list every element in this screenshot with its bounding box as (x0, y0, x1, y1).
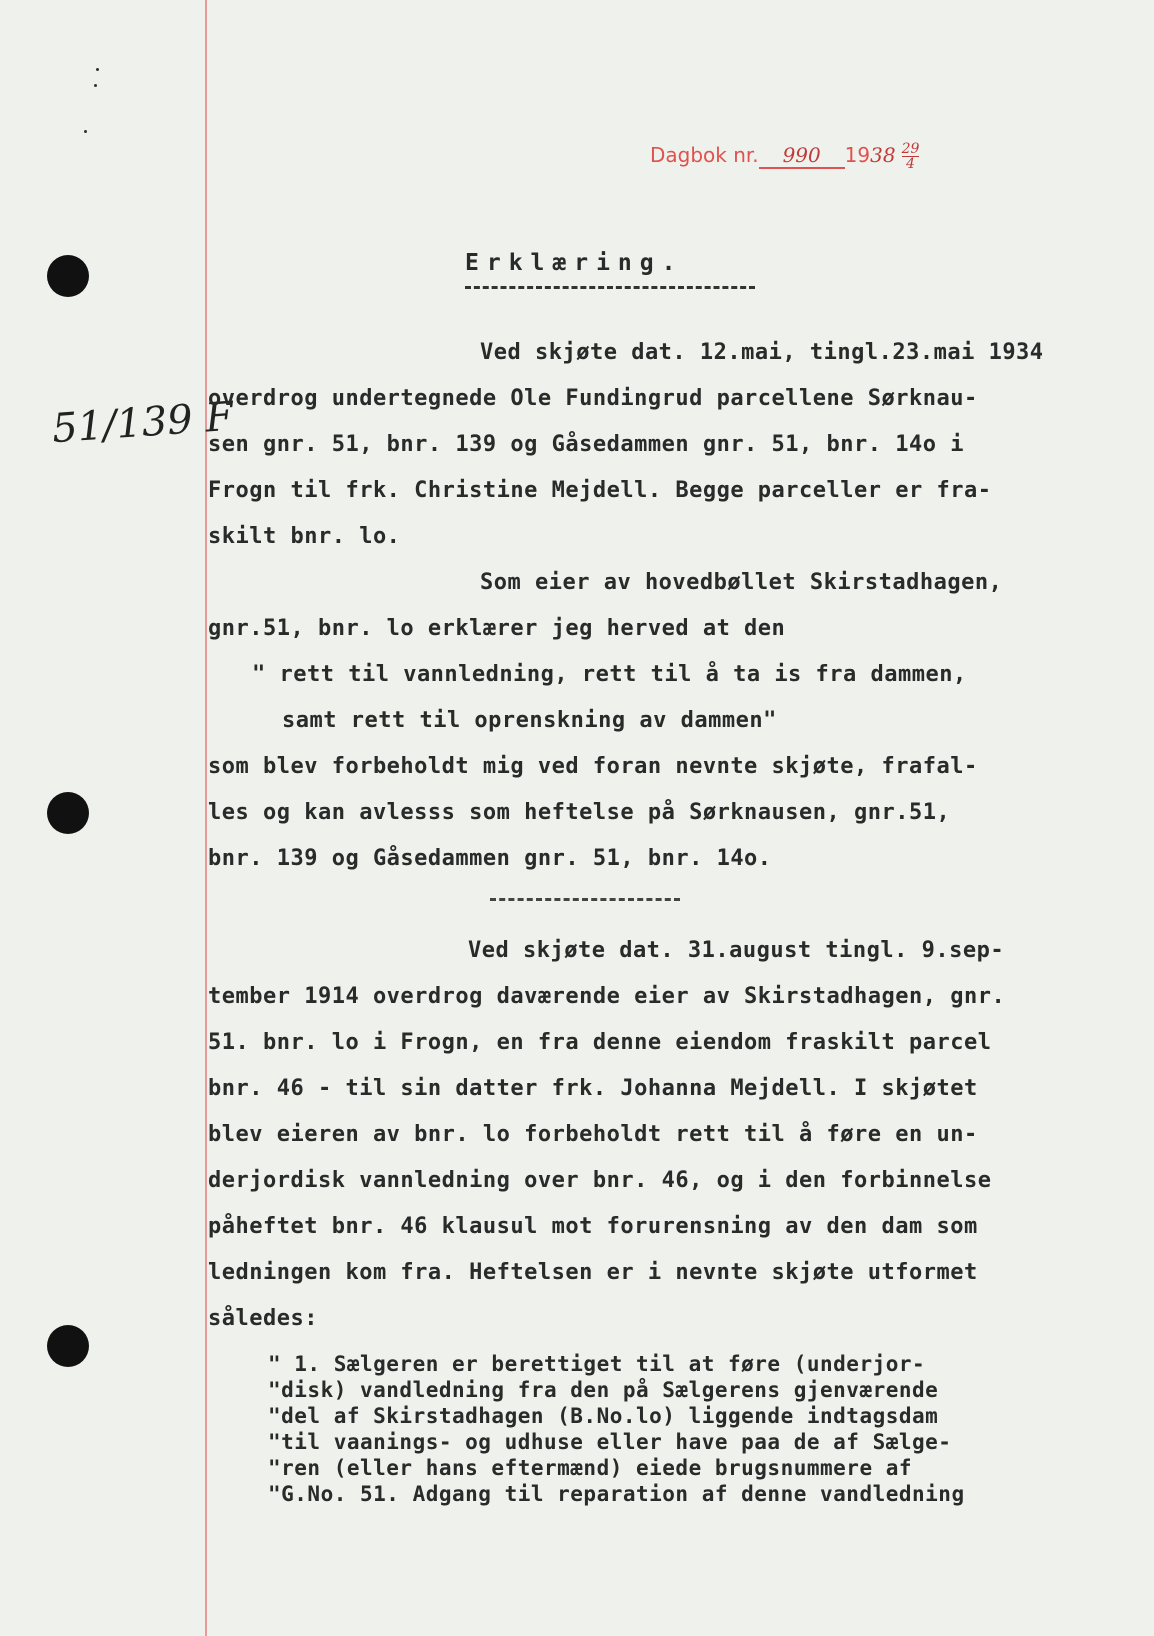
quoted-line: "ren (eller hans eftermænd) eiede brugsnummere af (268, 1456, 913, 1480)
document-title: Erklæring. (465, 250, 684, 276)
stamp-year-prefix: 19 (844, 143, 871, 167)
text-line: gnr.51, bnr. lo erklærer jeg herved at den (208, 616, 786, 641)
stamp-date-month: 4 (906, 156, 915, 172)
dagbok-stamp (650, 142, 919, 171)
speck (94, 84, 97, 87)
stamp-prefix: Dagbok nr. (650, 143, 759, 167)
quoted-line: "del af Skirstadhagen (B.No.lo) liggende indtagsdam (268, 1404, 939, 1428)
text-line: Ved skjøte dat. 31.august tingl. 9.sep- (468, 938, 1005, 963)
text-line: Ved skjøte dat. 12.mai, tingl.23.mai 1934 (480, 340, 1044, 365)
text-line: Frogn til frk. Christine Mejdell. Begge parceller er fra- (208, 478, 992, 503)
quoted-line: "disk) vandledning fra den på Sælgerens gjenværende (268, 1378, 939, 1402)
text-line: således: (208, 1306, 318, 1331)
punch-hole (47, 1325, 89, 1367)
stamp-date (902, 142, 920, 171)
title-underline (465, 286, 755, 289)
text-line: skilt bnr. lo. (208, 524, 401, 549)
text-line: " rett til vannledning, rett til å ta is fra dammen, (252, 662, 967, 687)
text-line: bnr. 139 og Gåsedammen gnr. 51, bnr. 14o. (208, 846, 772, 871)
punch-hole (47, 792, 89, 834)
stamp-number: 990 (759, 143, 845, 169)
text-line: ledningen kom fra. Heftelsen er i nevnte skjøte utformet (208, 1260, 978, 1285)
quoted-line: "G.No. 51. Adgang til reparation af denne vandledning (268, 1482, 965, 1506)
speck (96, 68, 99, 71)
text-line: som blev forbeholdt mig ved foran nevnte skjøte, frafal- (208, 754, 978, 779)
margin-line (205, 0, 207, 1636)
text-line: 51. bnr. lo i Frogn, en fra denne eiendom fraskilt parcel (208, 1030, 992, 1055)
stamp-year-suffix: 38 (870, 143, 896, 167)
text-line: påheftet bnr. 46 klausul mot forurensning av den dam som (208, 1214, 978, 1239)
text-line: tember 1914 overdrog daværende eier av Skirstadhagen, gnr. (208, 984, 1006, 1009)
text-line: derjordisk vannledning over bnr. 46, og i den forbinnelse (208, 1168, 992, 1193)
section-separator (490, 898, 680, 901)
quoted-line: " 1. Sælgeren er berettiget til at føre (underjor- (268, 1352, 926, 1376)
speck (84, 130, 87, 133)
quoted-line: "til vaanings- og udhuse eller have paa de af Sælge- (268, 1430, 952, 1454)
margin-note: 51/139 F (50, 393, 235, 453)
text-line: Som eier av hovedbøllet Skirstadhagen, (480, 570, 1003, 595)
stamp-date-day: 29 (901, 141, 920, 157)
text-line: bnr. 46 - til sin datter frk. Johanna Mejdell. I skjøtet (208, 1076, 978, 1101)
punch-hole (47, 255, 89, 297)
text-line: overdrog undertegnede Ole Fundingrud parcellene Sørknau- (208, 386, 978, 411)
text-line: les og kan avlesss som heftelse på Sørknausen, gnr.51, (208, 800, 951, 825)
text-line: samt rett til oprenskning av dammen" (282, 708, 777, 733)
text-line: blev eieren av bnr. lo forbeholdt rett til å føre en un- (208, 1122, 978, 1147)
text-line: sen gnr. 51, bnr. 139 og Gåsedammen gnr. 51, bnr. 14o i (208, 432, 964, 457)
